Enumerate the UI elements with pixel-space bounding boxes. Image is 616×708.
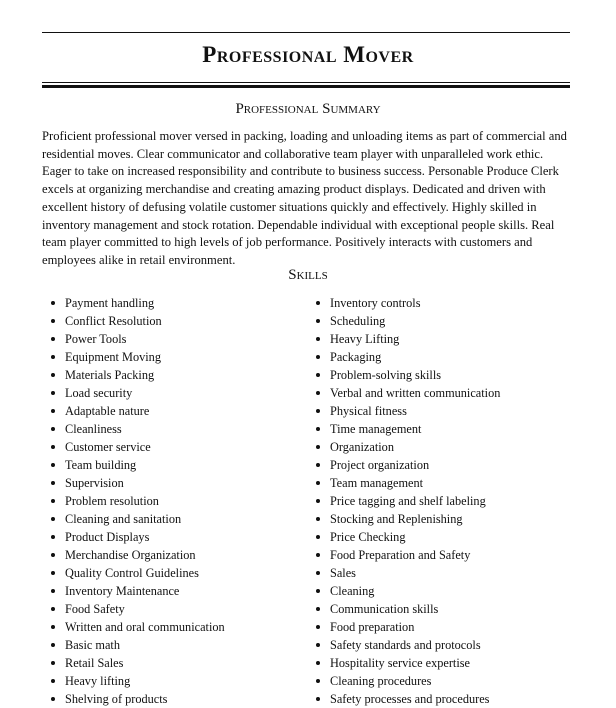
resume-title: Professional Mover xyxy=(202,42,414,67)
skill-item: Cleaning xyxy=(316,582,500,600)
skill-item: Heavy lifting xyxy=(51,672,225,690)
skill-item: Quality Control Guidelines xyxy=(51,564,225,582)
skill-item: Retail Sales xyxy=(51,654,225,672)
skill-item: Physical fitness xyxy=(316,402,500,420)
skill-item: Food Safety xyxy=(51,600,225,618)
skill-item: Customer service xyxy=(51,438,225,456)
skill-item: Food preparation xyxy=(316,618,500,636)
skill-item: Problem-solving skills xyxy=(316,366,500,384)
skill-item: Payment handling xyxy=(51,294,225,312)
skill-item: Scheduling xyxy=(316,312,500,330)
skill-item: Cleaning and sanitation xyxy=(51,510,225,528)
skill-item: Product Displays xyxy=(51,528,225,546)
skill-item: Problem resolution xyxy=(51,492,225,510)
skill-item: Inventory Maintenance xyxy=(51,582,225,600)
skill-item: Written and oral communication xyxy=(51,618,225,636)
skill-item: Load security xyxy=(51,384,225,402)
skill-item: Heavy Lifting xyxy=(316,330,500,348)
skill-item: Cleanliness xyxy=(51,420,225,438)
skill-item: Conflict Resolution xyxy=(51,312,225,330)
skill-item: Verbal and written communication xyxy=(316,384,500,402)
skill-item: Time management xyxy=(316,420,500,438)
skill-item: Cleaning procedures xyxy=(316,672,500,690)
skill-item: Price Checking xyxy=(316,528,500,546)
skill-item: Project organization xyxy=(316,456,500,474)
skill-item: Price tagging and shelf labeling xyxy=(316,492,500,510)
skill-item: Supervision xyxy=(51,474,225,492)
skill-item: Adaptable nature xyxy=(51,402,225,420)
skills-heading: Skills xyxy=(288,267,328,283)
skill-item: Team management xyxy=(316,474,500,492)
skill-item: Food Preparation and Safety xyxy=(316,546,500,564)
skill-item: Packaging xyxy=(316,348,500,366)
skill-item: Team building xyxy=(51,456,225,474)
skill-item: Safety processes and procedures xyxy=(316,690,500,708)
skill-item: Shelving of products xyxy=(51,690,225,708)
skill-item: Equipment Moving xyxy=(51,348,225,366)
skill-item: Safety standards and protocols xyxy=(316,636,500,654)
skill-item: Merchandise Organization xyxy=(51,546,225,564)
skill-item: Materials Packing xyxy=(51,366,225,384)
title-rule-thick xyxy=(42,85,570,88)
skill-item: Sales xyxy=(316,564,500,582)
summary-heading: Professional Summary xyxy=(235,101,381,117)
top-rule xyxy=(42,32,570,33)
title-rule-thin xyxy=(42,82,570,83)
skill-item: Communication skills xyxy=(316,600,500,618)
summary-text: Proficient professional mover versed in packing, loading and unloading items as part of commercial and residential moves. Clear communicator and collaborative team player with unparalleled work ethic. Eager to take on increased responsibility and contribute to business success. Personable Produce Clerk excels at organizing merchandise and creating amazing product displays. Dedicated and driven with excellent history of defusing volatile customer situations quickly and effectively. Highly skilled in inventory management and stock rotation. Dependable individual with exceptional people skills. Real team player committed to high levels of job performance. Positively interacts with customers and employees alike in retail environment. xyxy=(42,129,567,267)
skill-item: Power Tools xyxy=(51,330,225,348)
skill-item: Organization xyxy=(316,438,500,456)
skills-list-left xyxy=(51,294,225,708)
skill-item: Basic math xyxy=(51,636,225,654)
skill-item: Hospitality service expertise xyxy=(316,654,500,672)
skill-item: Stocking and Replenishing xyxy=(316,510,500,528)
skills-list-right xyxy=(316,294,500,708)
skill-item: Inventory controls xyxy=(316,294,500,312)
